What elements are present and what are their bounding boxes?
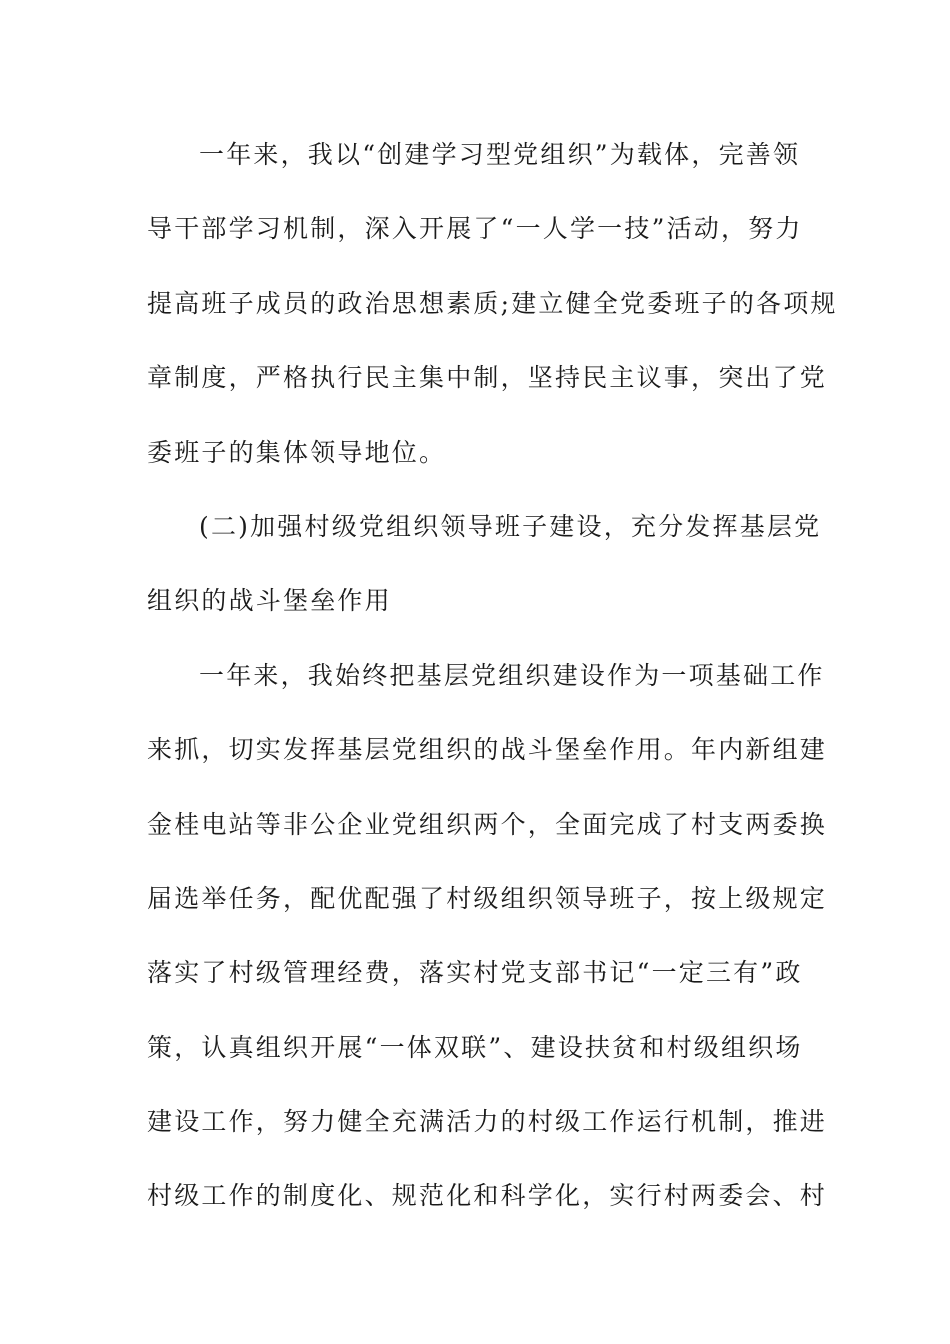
paragraph-1-line-4: 章制度，严格执行民主集中制，坚持民主议事，突出了党 [147, 363, 828, 393]
paragraph-1-line-1: 一年来，我以“创建学习型党组织”为载体，完善领 [199, 140, 801, 169]
section-heading-line-2: 组织的战斗堡垒作用 [147, 586, 392, 616]
paragraph-2-line-4: 届选举任务，配优配强了村级组织领导班子，按上级规定 [147, 883, 828, 913]
paragraph-2-line-5: 落实了村级管理经费，落实村党支部书记“一定三有”政 [147, 958, 803, 988]
paragraph-1-line-2: 导干部学习机制，深入开展了“一人学一技”活动，努力 [147, 214, 803, 244]
paragraph-2-line-6: 策，认真组织开展“一体双联”、建设扶贫和村级组织场 [147, 1032, 803, 1062]
paragraph-2-line-7: 建设工作，努力健全充满活力的村级工作运行机制，推进 [147, 1107, 828, 1137]
paragraph-2-line-8: 村级工作的制度化、规范化和科学化，实行村两委会、村 [147, 1181, 828, 1211]
paragraph-2-line-1: 一年来，我始终把基层党组织建设作为一项基础工作 [199, 660, 825, 690]
document-body [147, 118, 838, 1234]
paragraph-1-line-5: 委班子的集体领导地位。 [147, 437, 447, 467]
section-heading-line-1: (二)加强村级党组织领导班子建设，充分发挥基层党 [199, 511, 822, 541]
paragraph-2-line-2: 来抓，切实发挥基层党组织的战斗堡垒作用。年内新组建 [147, 735, 828, 765]
paragraph-1-line-3: 提高班子成员的政治思想素质;建立健全党委班子的各项规 [147, 288, 838, 318]
paragraph-2-line-3: 金桂电站等非公企业党组织两个，全面完成了村支两委换 [147, 809, 828, 839]
